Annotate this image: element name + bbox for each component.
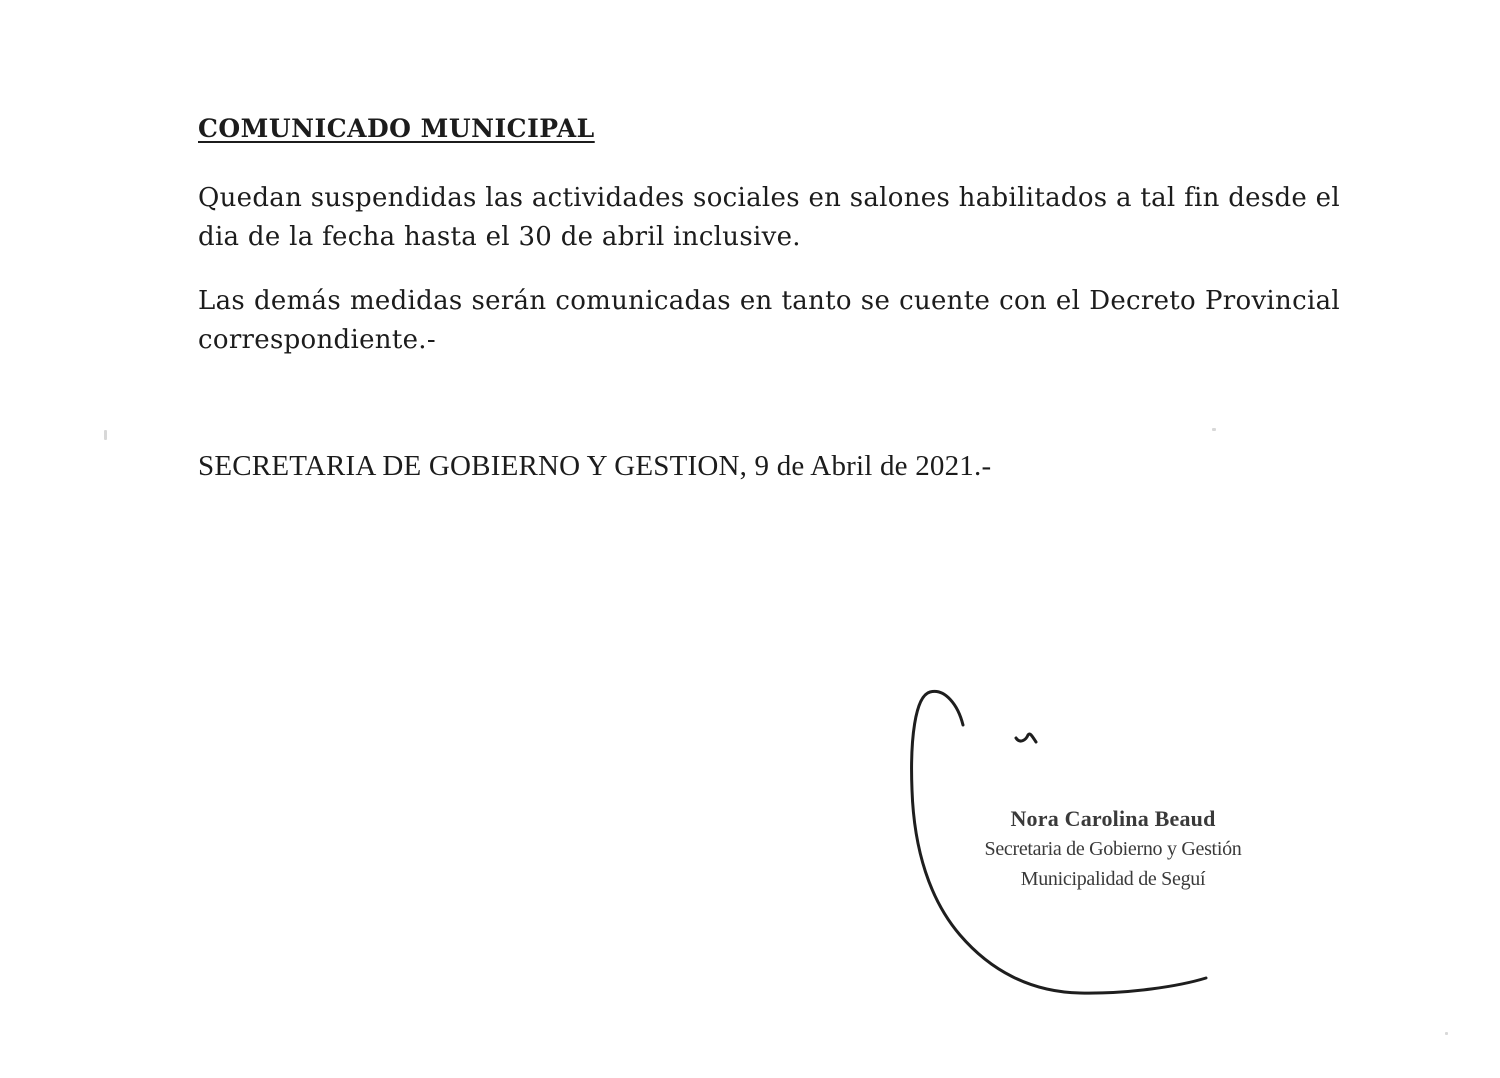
scan-speck xyxy=(1212,428,1216,431)
paragraph-further-measures: Las demás medidas serán comunicadas en tanto se cuente con el Decreto Provincial correspondiente.- xyxy=(198,286,1340,355)
signatory-position: Secretaria de Gobierno y Gestión xyxy=(984,838,1242,860)
signoff-line: SECRETARIA DE GOBIERNO Y GESTION, 9 de Abril de 2021.- xyxy=(198,450,992,482)
signatory-name: Nora Carolina Beaud xyxy=(1010,806,1216,831)
paragraph-suspension: Quedan suspendidas las actividades sociales en salones habilitados a tal fin desde el dia de la fecha hasta el 30 de abril inclusive. xyxy=(198,183,1340,252)
signatory-institution: Municipalidad de Seguí xyxy=(1020,868,1206,890)
document-title: COMUNICADO MUNICIPAL xyxy=(198,114,595,143)
scan-speck xyxy=(1445,1032,1448,1035)
scan-speck xyxy=(104,430,107,440)
signatory-stamp xyxy=(968,804,1258,894)
signature-block xyxy=(900,680,1280,1010)
